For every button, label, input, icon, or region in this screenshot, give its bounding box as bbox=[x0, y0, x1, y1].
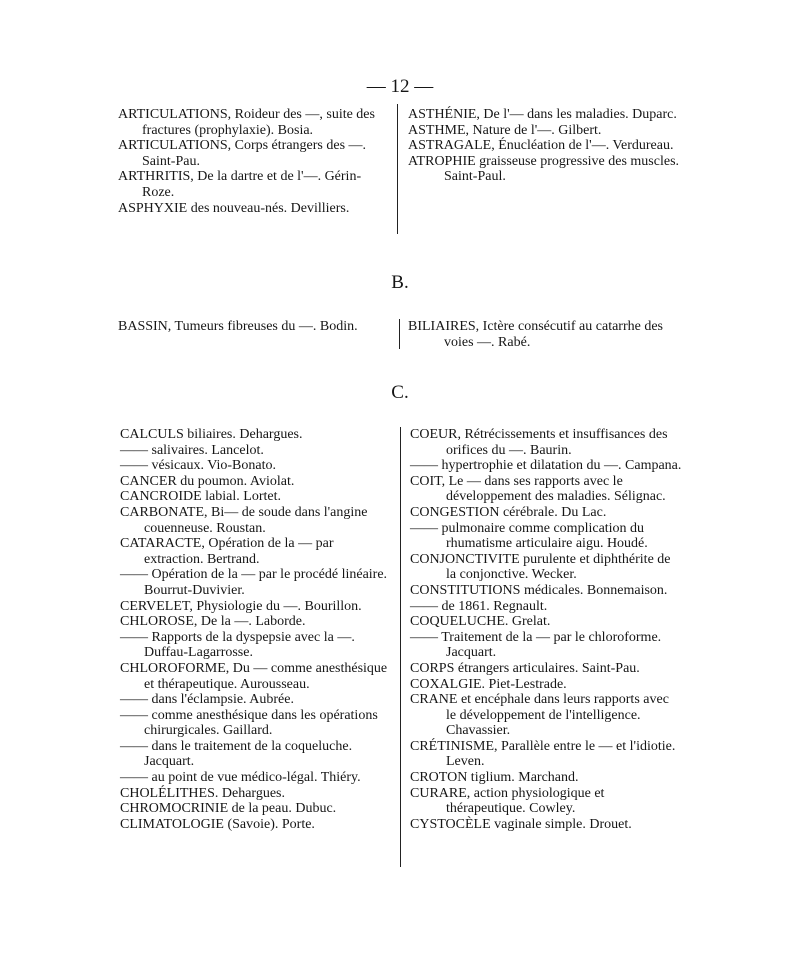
index-entry: ASTRAGALE, Énucléation de l'—. Verdureau. bbox=[408, 138, 674, 154]
index-entry: CHLOROSE, De la —. Laborde. bbox=[120, 614, 306, 630]
column-divider bbox=[400, 427, 401, 867]
section-letter-b: B. bbox=[391, 272, 409, 293]
column-divider bbox=[397, 104, 398, 234]
index-entry: ARTICULATIONS, Roideur des —, suite des fractures (prophylaxie). Bosia. bbox=[118, 107, 375, 138]
section-a-right-column bbox=[408, 107, 680, 185]
section-a-left-column bbox=[118, 107, 388, 216]
index-entry: CYSTOCÈLE vaginale simple. Drouet. bbox=[410, 816, 632, 832]
index-entry: CONJONCTIVITE purulente et diphthérite de la conjonctive. Wecker. bbox=[410, 551, 671, 583]
index-entry: CANCROIDE labial. Lortet. bbox=[120, 489, 281, 505]
index-entry: CONSTITUTIONS médicales. Bonnemaison. bbox=[410, 582, 668, 598]
index-entry: —— Traitement de la — par le chloroforme. Jacquart. bbox=[410, 629, 662, 661]
index-entry: CORPS étrangers articulaires. Saint-Pau. bbox=[410, 660, 640, 676]
index-entry: CARBONATE, Bi— de soude dans l'angine couenneuse. Roustan. bbox=[120, 504, 368, 536]
index-entry: —— comme anesthésique dans les opérations chirurgicales. Gaillard. bbox=[120, 707, 378, 739]
index-entry: —— hypertrophie et dilatation du —. Campana. bbox=[410, 458, 682, 474]
index-entry: CLIMATOLOGIE (Savoie). Porte. bbox=[120, 816, 315, 832]
section-b-left-column bbox=[118, 319, 388, 335]
index-entry: CALCULS biliaires. Dehargues. bbox=[120, 427, 303, 442]
index-entry: BASSIN, Tumeurs fibreuses du —. Bodin. bbox=[118, 319, 358, 334]
index-entry: ASTHME, Nature de l'—. Gilbert. bbox=[408, 122, 602, 138]
index-entry: BILIAIRES, Ictère consécutif au catarrhe des voies —. Rabé. bbox=[408, 319, 663, 350]
index-entry: CROTON tiglium. Marchand. bbox=[410, 770, 579, 786]
index-entry: COIT, Le — dans ses rapports avec le développement des maladies. Sélignac. bbox=[410, 473, 666, 505]
index-entry: —— pulmonaire comme complication du rhumatisme articulaire aigu. Houdé. bbox=[410, 520, 648, 552]
index-entry: COQUELUCHE. Grelat. bbox=[410, 614, 551, 630]
index-entry: CHROMOCRINIE de la peau. Dubuc. bbox=[120, 801, 337, 817]
index-entry: ARTHRITIS, De la dartre et de l'—. Gérin-Roze. bbox=[118, 169, 362, 200]
index-entry: CERVELET, Physiologie du —. Bourillon. bbox=[120, 598, 362, 614]
index-entry: —— vésicaux. Vio-Bonato. bbox=[120, 458, 276, 474]
section-letter-c: C. bbox=[391, 382, 409, 403]
index-entry: CONGESTION cérébrale. Du Lac. bbox=[410, 504, 607, 520]
index-entry: COEUR, Rétrécissements et insuffisances des orifices du —. Baurin. bbox=[410, 427, 668, 458]
index-entry: ASTHÉNIE, De l'— dans les maladies. Duparc. bbox=[408, 107, 677, 122]
section-c-right-column bbox=[410, 427, 682, 832]
index-entry: CHOLÉLITHES. Dehargues. bbox=[120, 785, 285, 801]
column-divider bbox=[399, 319, 400, 349]
index-entry: COXALGIE. Piet-Lestrade. bbox=[410, 676, 567, 692]
index-entry: CRÉTINISME, Parallèle entre le — et l'idiotie. Leven. bbox=[410, 738, 676, 770]
index-entry: —— de 1861. Regnault. bbox=[410, 598, 548, 614]
index-entry: —— dans le traitement de la coqueluche. Jacquart. bbox=[120, 738, 353, 770]
index-entry: —— Rapports de la dyspepsie avec la —. Duffau-Lagarrosse. bbox=[120, 629, 355, 661]
index-entry: —— Opération de la — par le procédé linéaire. Bourrut-Duvivier. bbox=[120, 567, 388, 598]
index-entry: CANCER du poumon. Aviolat. bbox=[120, 473, 295, 489]
index-entry: CHLOROFORME, Du — comme anesthésique et thérapeutique. Aurousseau. bbox=[120, 660, 388, 692]
index-entry: CATARACTE, Opération de la — par extraction. Bertrand. bbox=[120, 536, 334, 567]
index-entry: ARTICULATIONS, Corps étrangers des —. Saint-Pau. bbox=[118, 138, 367, 169]
index-entry: ATROPHIE graisseuse progressive des muscles. Saint-Paul. bbox=[408, 153, 680, 185]
page-number: — 12 — bbox=[366, 76, 434, 97]
index-entry: —— dans l'éclampsie. Aubrée. bbox=[120, 692, 294, 708]
section-c-left-column bbox=[118, 427, 392, 832]
index-entry: CURARE, action physiologique et thérapeutique. Cowley. bbox=[410, 785, 605, 817]
index-entry: —— salivaires. Lancelot. bbox=[120, 442, 264, 458]
section-b-right-column bbox=[408, 319, 680, 350]
index-entry: CRANE et encéphale dans leurs rapports avec le développement de l'intelligence. Chavassier. bbox=[410, 692, 669, 739]
index-entry: —— au point de vue médico-légal. Thiéry. bbox=[120, 770, 361, 786]
index-entry: ASPHYXIE des nouveau-nés. Devilliers. bbox=[118, 200, 350, 216]
